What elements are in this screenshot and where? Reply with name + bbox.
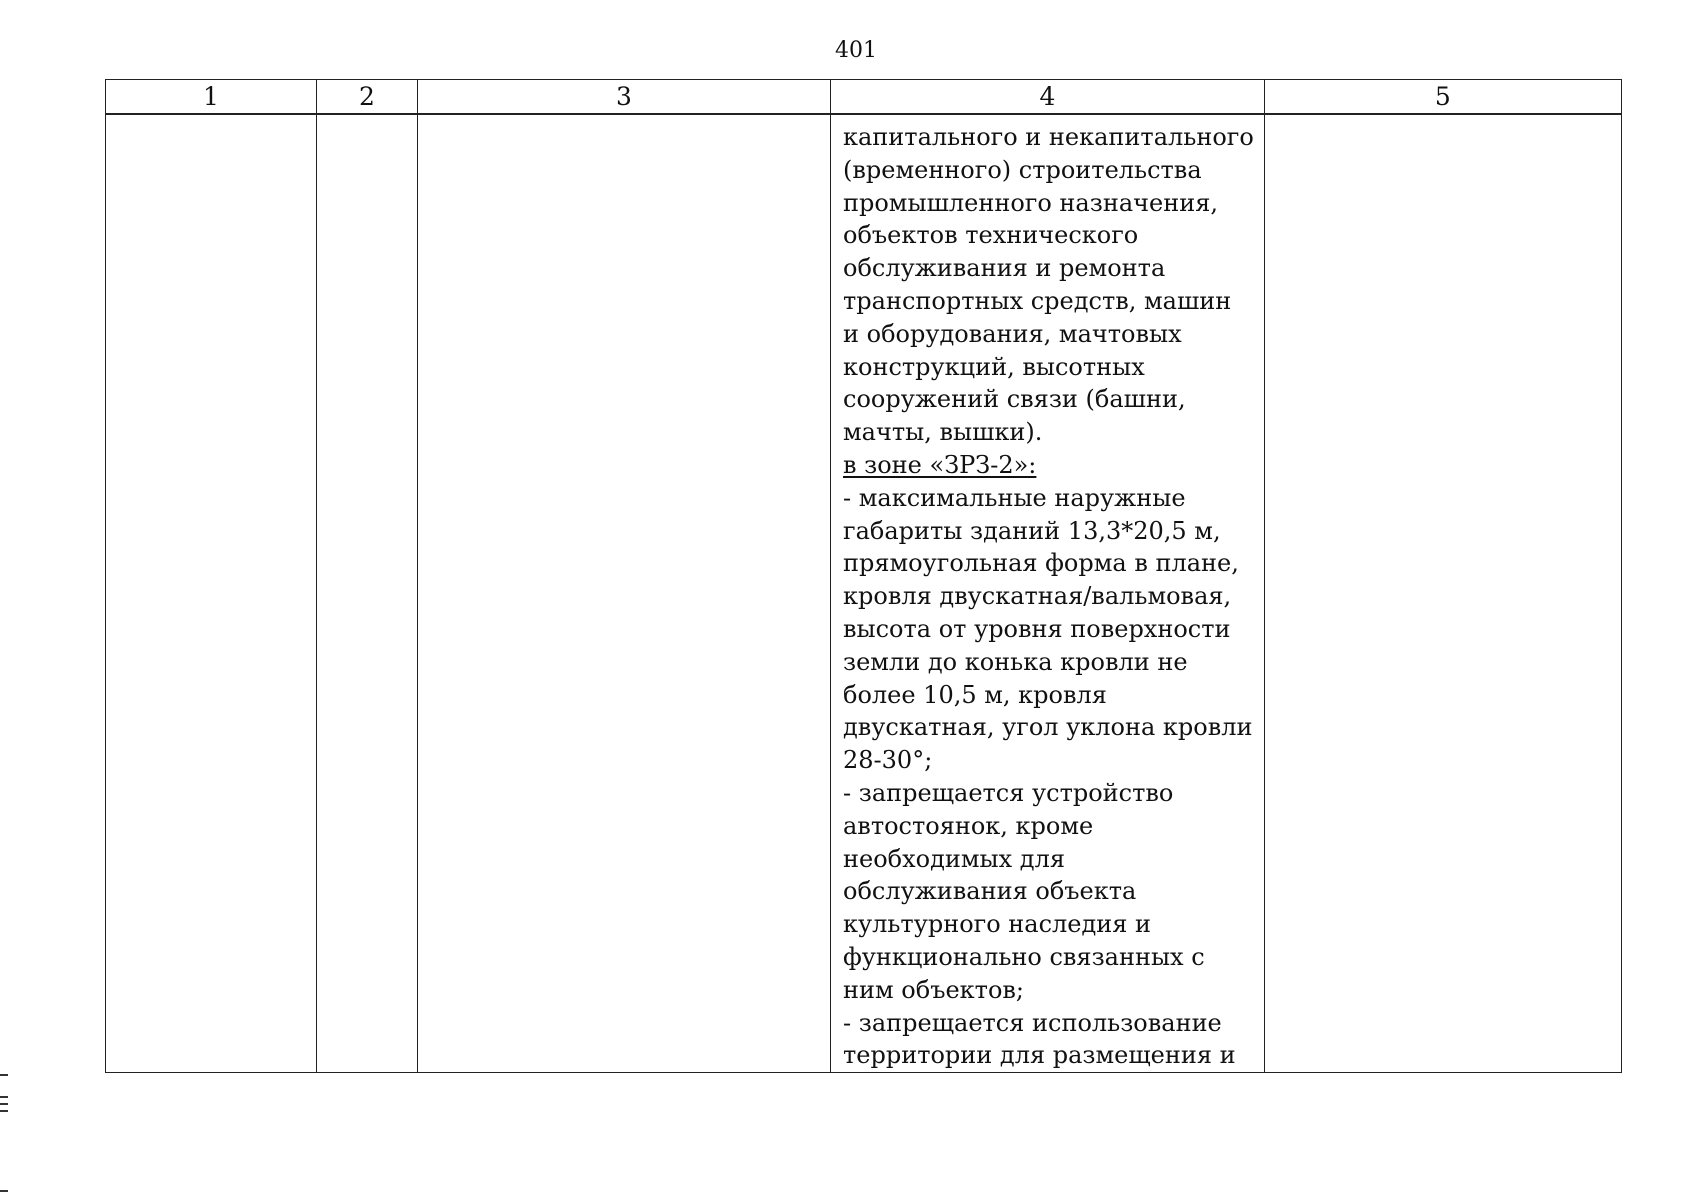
cell-column-4 bbox=[831, 114, 1265, 1073]
cell-column-5 bbox=[1264, 114, 1621, 1073]
text-line: высота от уровня поверхности bbox=[843, 614, 1231, 643]
text-line: - запрещается использование bbox=[843, 1008, 1222, 1037]
table-row bbox=[106, 114, 1622, 1073]
text-line: кровля двускатная/вальмовая, bbox=[843, 582, 1232, 611]
column-header-4: 4 bbox=[831, 80, 1265, 115]
text-line: - запрещается устройство bbox=[843, 778, 1174, 807]
text-line: и оборудования, мачтовых bbox=[843, 319, 1182, 348]
text-line: более 10,5 м, кровля bbox=[843, 680, 1107, 709]
text-line: двускатная, угол уклона кровли bbox=[843, 713, 1253, 742]
text-line: автостоянок, кроме bbox=[843, 811, 1094, 840]
column-header-1: 1 bbox=[106, 80, 317, 115]
text-line: конструкций, высотных bbox=[843, 352, 1145, 381]
text-line: культурного наследия и bbox=[843, 910, 1152, 939]
cell-column-3 bbox=[418, 114, 831, 1073]
text-line: капитального и некапитального bbox=[843, 123, 1254, 151]
document-table bbox=[105, 79, 1622, 1073]
margin-mark bbox=[0, 1074, 8, 1076]
column-header-3: 3 bbox=[418, 80, 831, 115]
cell-column-2 bbox=[317, 114, 418, 1073]
text-line: мачты, вышки). bbox=[843, 418, 1043, 447]
cell-column-1 bbox=[106, 114, 317, 1073]
column-header-5: 5 bbox=[1264, 80, 1621, 115]
column-4-text bbox=[831, 115, 1264, 1072]
text-line: - максимальные наружные bbox=[843, 483, 1186, 512]
text-line: промышленного назначения, bbox=[843, 188, 1218, 217]
margin-mark bbox=[0, 1110, 8, 1112]
text-line: земли до конька кровли не bbox=[843, 647, 1188, 676]
text-line: функционально связанных с bbox=[843, 942, 1205, 971]
text-line: необходимых для bbox=[843, 844, 1065, 873]
text-line: 28-30°; bbox=[843, 746, 933, 775]
column-header-2: 2 bbox=[317, 80, 418, 115]
text-line: транспортных средств, машин bbox=[843, 286, 1232, 315]
margin-mark bbox=[0, 1096, 8, 1098]
text-line: габариты зданий 13,3*20,5 м, bbox=[843, 516, 1221, 545]
text-line: прямоугольная форма в плане, bbox=[843, 549, 1239, 578]
text-line: обслуживания и ремонта bbox=[843, 254, 1166, 283]
margin-mark bbox=[0, 1190, 8, 1192]
text-line: сооружений связи (башни, bbox=[843, 385, 1186, 414]
page-number: 401 bbox=[835, 38, 877, 63]
text-line: ним объектов; bbox=[843, 975, 1024, 1004]
text-line: (временного) строительства bbox=[843, 155, 1202, 184]
text-line: обслуживания объекта bbox=[843, 877, 1137, 906]
margin-mark bbox=[0, 1103, 8, 1105]
text-line: в зоне «ЗРЗ-2»: bbox=[843, 450, 1037, 479]
text-line: объектов технического bbox=[843, 221, 1139, 250]
table-header-row bbox=[106, 80, 1622, 115]
text-line: территории для размещения и bbox=[843, 1041, 1236, 1070]
